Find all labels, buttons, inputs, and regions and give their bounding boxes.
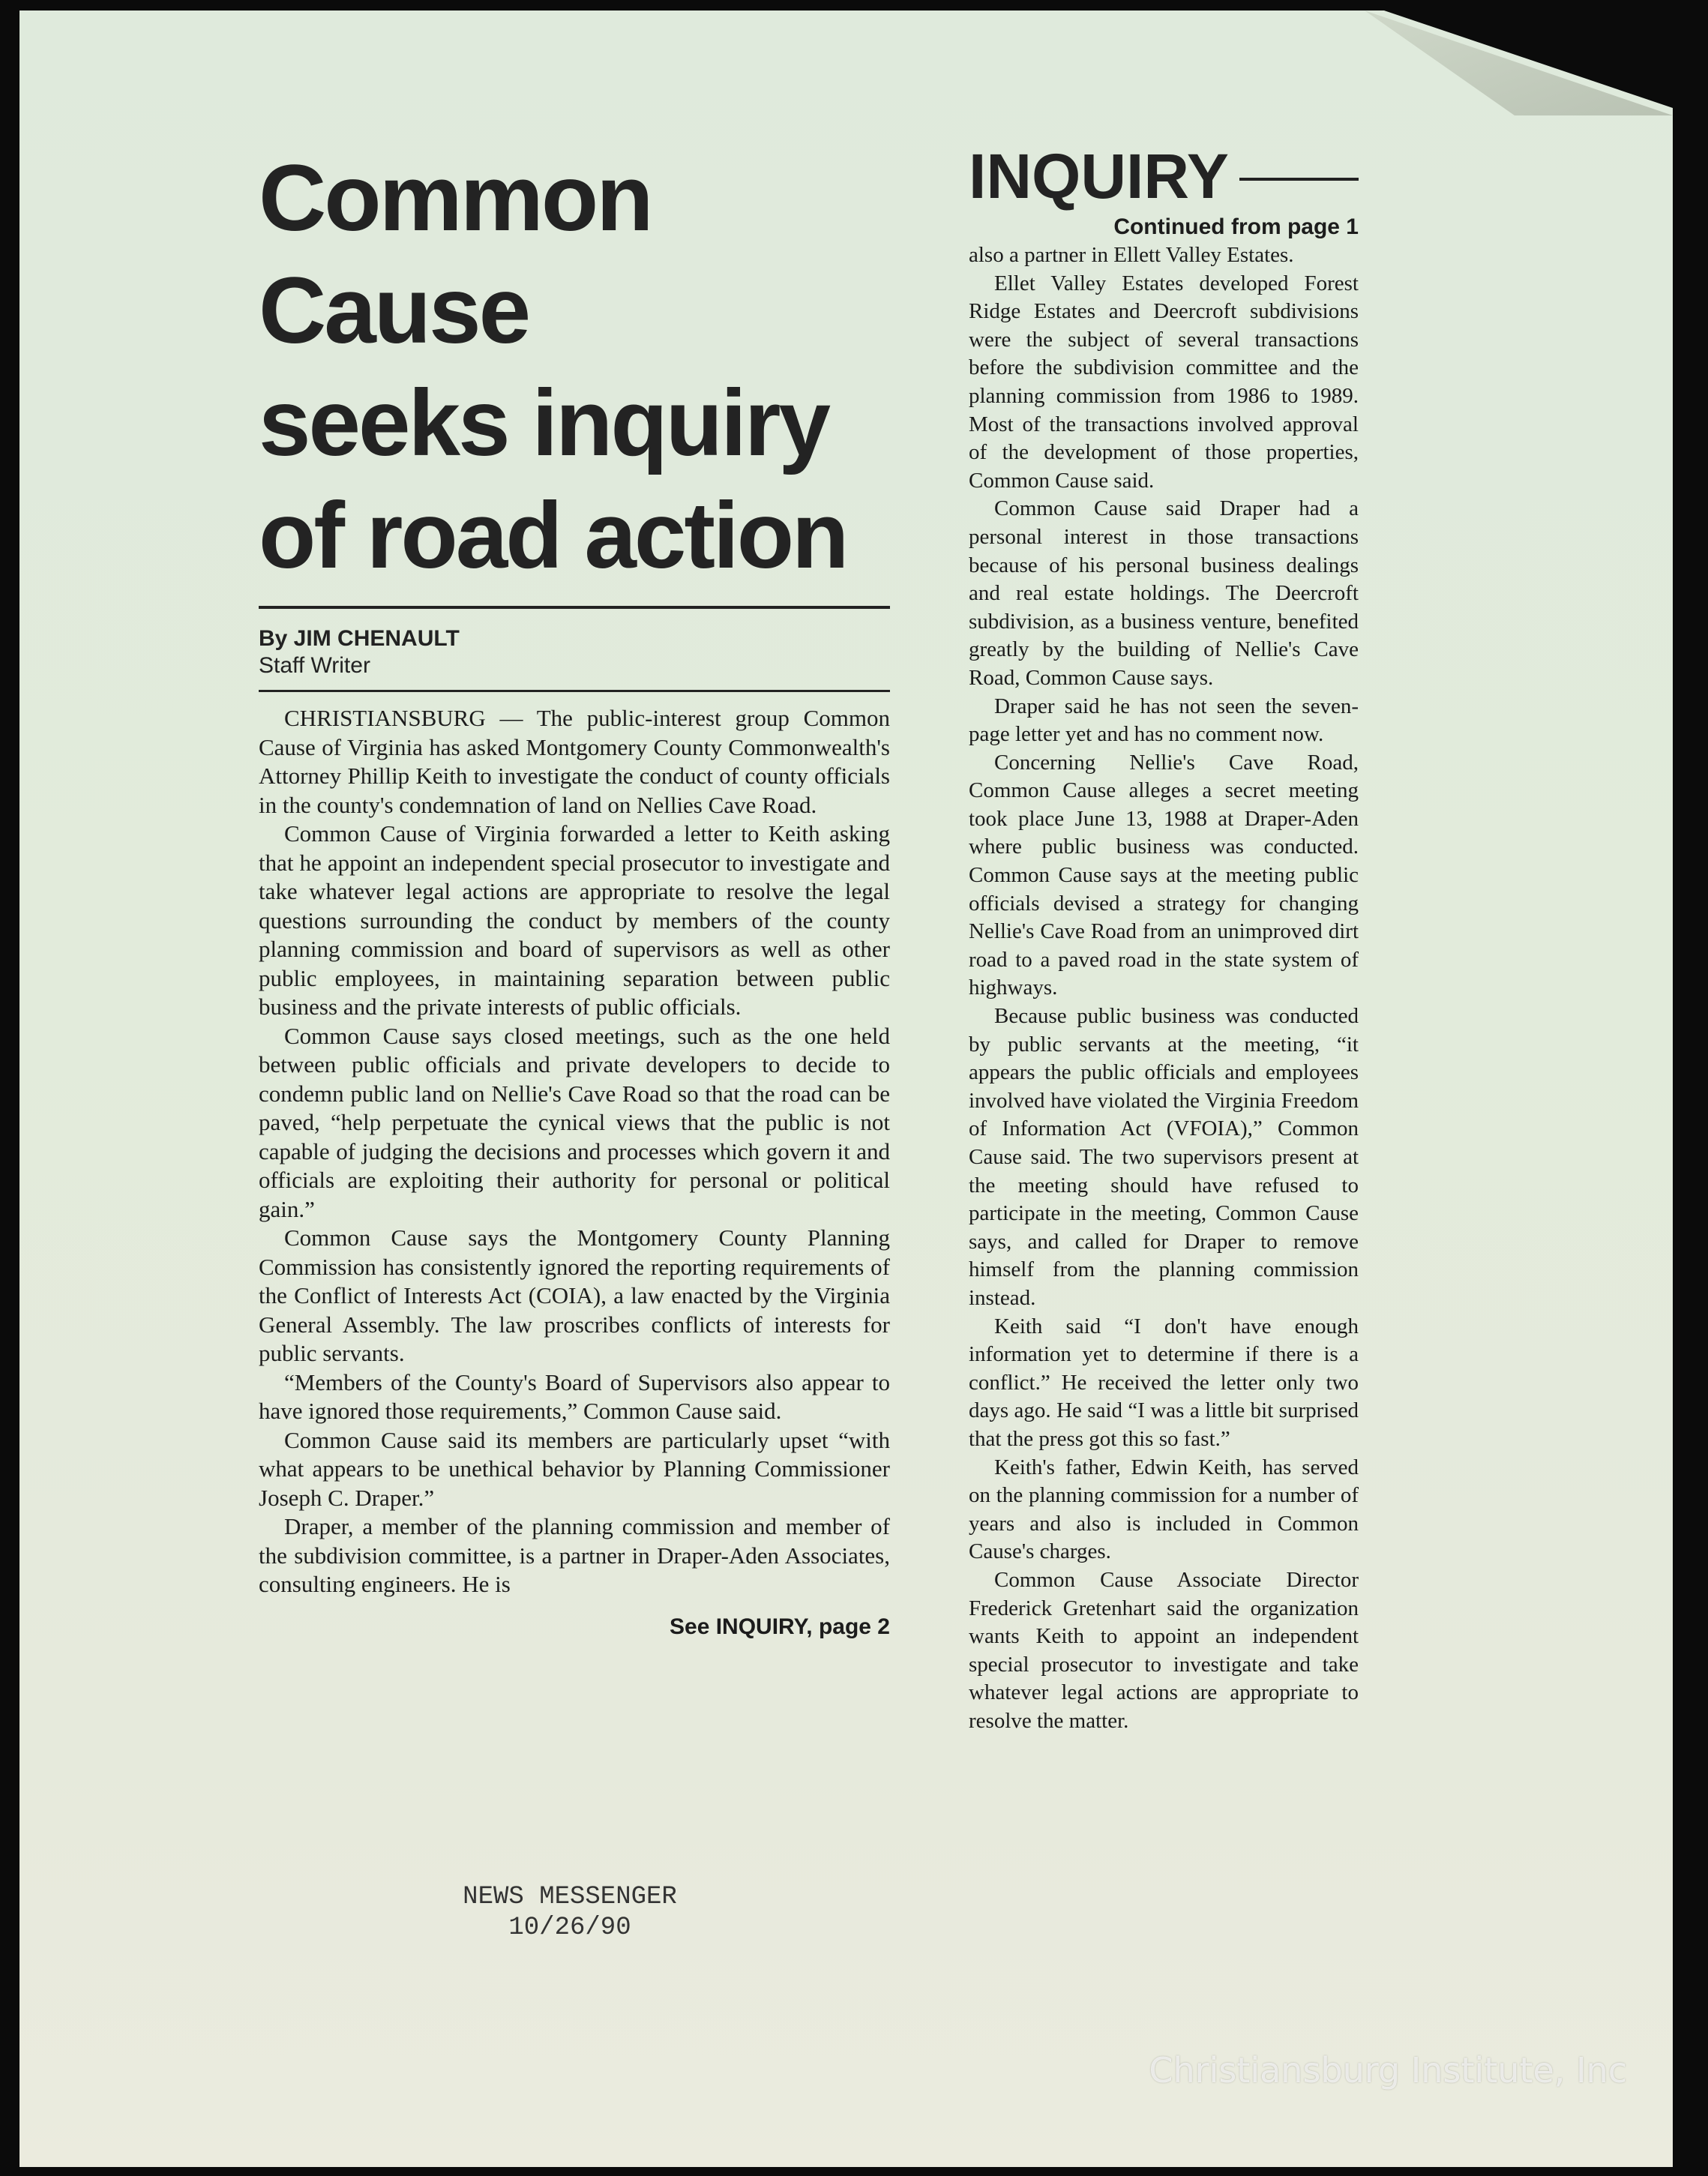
clipping-label bbox=[360, 1882, 780, 1944]
article-paragraph: Keith's father, Edwin Keith, has served on the planning commission for a number of years and also is included in Common Cause's charges. bbox=[969, 1455, 1359, 1564]
headline: Common Cause seeks inquiry of road action bbox=[259, 146, 847, 588]
article-paragraph: CHRISTIANSBURG — The public-interest group Common Cause of Virginia has asked Montgomery County Commonwealth's Attorney Phillip Keith to investigate the conduct of county officials in the county's condemnation of land on Nellies Cave Road. bbox=[259, 705, 890, 818]
article-paragraph: Common Cause Associate Director Frederick Gretenhart said the organization wants Keith to appoint an independent special prosecutor to investigate and take whatever legal actions are appropriate to resolve the matter. bbox=[969, 1567, 1359, 1733]
byline-name: By JIM CHENAULT bbox=[259, 626, 460, 651]
clipping-date: 10/26/90 bbox=[508, 1914, 631, 1942]
article-paragraph: also a partner in Ellett Valley Estates. bbox=[969, 243, 1294, 267]
article-paragraph: Concerning Nellie's Cave Road, Common Cause alleges a secret meeting took place June 13, 1988 at Draper-Aden where public business was conducted. Common Cause says at the meeting public officials devised a strategy for changing Nellie's Cave Road from an unimproved dirt road to a paved road in the state system of highways. bbox=[969, 750, 1359, 1000]
article-paragraph: Common Cause said Draper had a personal interest in those transactions because of his personal business dealings and real estate holdings. The Deercroft subdivision, as a business venture, benefited greatly by the building of Nellie's Cave Road, Common Cause says. bbox=[969, 496, 1359, 690]
article-paragraph: Draper, a member of the planning commission and member of the subdivision committee, is a partner in Draper-Aden Associates, consulting engineers. He is bbox=[259, 1513, 890, 1597]
article-paragraph: Draper said he has not seen the seven-page letter yet and has no comment now. bbox=[969, 694, 1359, 747]
article-paragraph: Common Cause says the Montgomery County Planning Commission has consistently ignored the reporting requirements of the Conflict of Interests Act (COIA), a law enacted by the Virginia General Assembly. The law proscribes conflicts of interests for public servants. bbox=[259, 1224, 890, 1366]
article-paragraph: Common Cause says closed meetings, such as the one held between public officials and private developers to decide to condemn public land on Nellie's Cave Road so that the road can be paved, “help perpetuate the cynical views that the public is not capable of judging the decisions and processes which govern it and officials are exploiting their authority for personal or political gain.” bbox=[259, 1022, 890, 1222]
byline-rule bbox=[259, 690, 890, 692]
article-paragraph: Because public business was conducted by public servants at the meeting, “it appears the public officials and employees involved have violated the Virginia Freedom of Information Act (VFOIA),” Common Cause said. The two supervisors present at the meeting should have refused to participate in the meeting, Common Cause says, and called for Draper to remove himself from the planning commission instead. bbox=[969, 1004, 1359, 1310]
article-paragraph: “Members of the County's Board of Supervisors also appear to have ignored those requirements,” Common Cause said. bbox=[259, 1368, 890, 1424]
jump-heading-rule bbox=[1239, 178, 1359, 181]
jump-heading bbox=[969, 142, 1359, 210]
jump-heading-text: INQUIRY bbox=[969, 141, 1229, 211]
byline-title: Staff Writer bbox=[259, 653, 370, 678]
continued-line: Continued from page 1 bbox=[1113, 214, 1359, 239]
watermark: Christiansburg Institute, Inc bbox=[1149, 2050, 1627, 2091]
article-paragraph: Keith said “I don't have enough information yet to determine if there is a conflict.” He received the letter only two days ago. He said “I was a little bit surprised that the press got this so fast.” bbox=[969, 1314, 1359, 1451]
headline-rule bbox=[259, 606, 890, 609]
continued-article bbox=[969, 142, 1359, 1735]
byline bbox=[259, 625, 890, 679]
clipping-source: NEWS MESSENGER bbox=[463, 1883, 677, 1911]
article-paragraph: Ellet Valley Estates developed Forest Ridge Estates and Deercroft subdivisions were the subject of several transactions before the subdivision committee and the planning commission from 1986 to 1989. Most of the transactions involved approval of the development of those properties, Common Cause said. bbox=[969, 271, 1359, 493]
article-body bbox=[259, 704, 890, 1599]
continued-body bbox=[969, 241, 1359, 1735]
article-paragraph: Common Cause of Virginia forwarded a letter to Keith asking that he appoint an independent special prosecutor to investigate and take whatever legal actions are appropriate to resolve the legal questions surrounding the conduct by members of the county planning commission and board of supervisors as well as other public employees, in maintaining separation between public business and the private interests of public officials. bbox=[259, 820, 890, 1020]
main-article bbox=[259, 142, 890, 1640]
article-paragraph: Common Cause said its members are particularly upset “with what appears to be unethical behavior by Planning Commissioner Joseph C. Draper.” bbox=[259, 1426, 890, 1511]
jump-reference: See INQUIRY, page 2 bbox=[670, 1614, 890, 1639]
